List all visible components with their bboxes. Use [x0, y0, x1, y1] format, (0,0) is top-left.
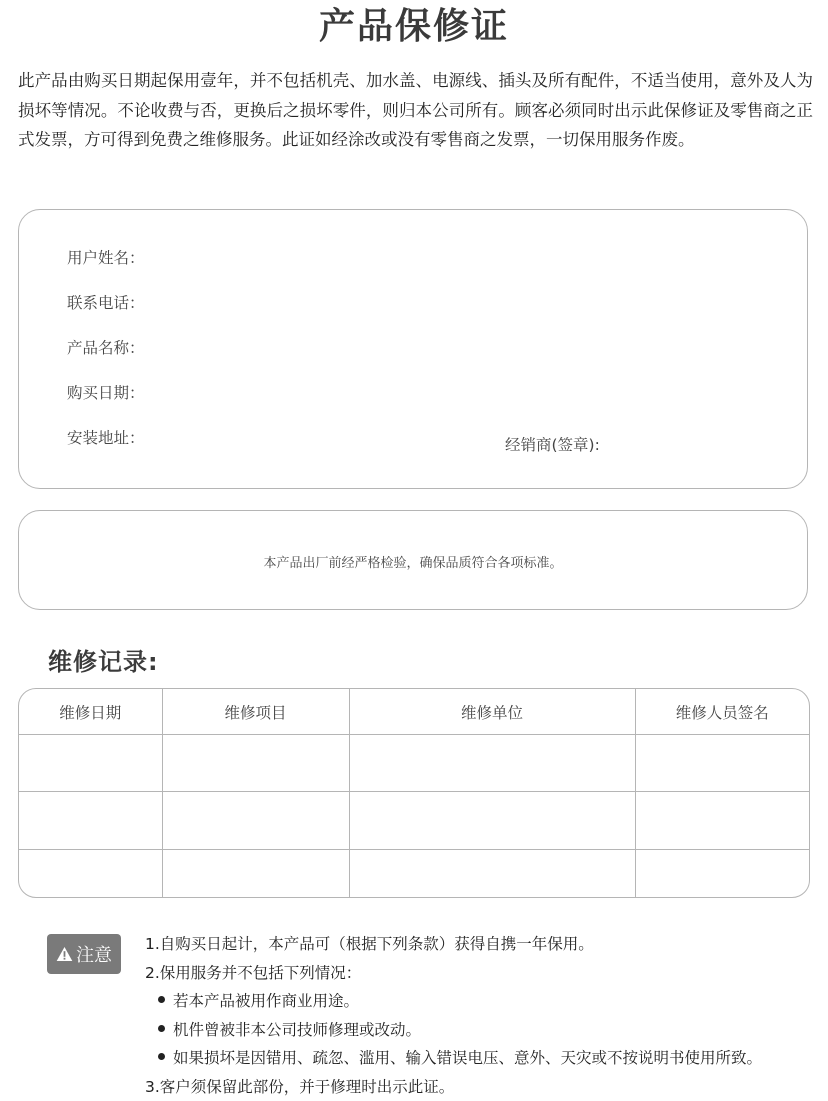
notice-item: 1.自购买日起计，本产品可（根据下列条款）获得自携一年保用。 — [145, 930, 820, 959]
notice-subitem — [145, 1044, 820, 1073]
dealer-signature-label: 经销商(签章): — [505, 433, 600, 455]
page-title: 产品保修证 — [0, 0, 828, 49]
quality-statement-box — [18, 510, 808, 610]
notice-item: 2.保用服务并不包括下列情况： — [145, 959, 820, 988]
table-cell — [162, 849, 349, 897]
notice-list — [145, 930, 820, 1101]
table-cell — [162, 735, 349, 792]
table-cell — [349, 735, 635, 792]
notice-subitem — [145, 1016, 820, 1045]
notice-subitem-text: 如果损坏是因错用、疏忽、滥用、输入错误电压、意外、天灾或不按说明书使用所致。 — [173, 1049, 762, 1067]
column-header-repair-unit: 维修单位 — [349, 689, 635, 735]
table-cell — [19, 849, 162, 897]
notice-subitem-text: 机件曾被非本公司技师修理或改动。 — [173, 1021, 421, 1039]
repair-record-table — [18, 688, 810, 898]
purchase-date-label: 购买日期： — [67, 381, 145, 403]
bullet-dot-icon — [158, 996, 165, 1003]
notice-item: 3.客户须保留此部份，并于修理时出示此证。 — [145, 1073, 820, 1101]
phone-label: 联系电话： — [67, 291, 145, 313]
table-cell — [19, 792, 162, 849]
table-row — [19, 735, 809, 792]
notice-badge — [47, 934, 121, 974]
warranty-terms-paragraph: 此产品由购买日期起保用壹年，并不包括机壳、加水盖、电源线、插头及所有配件，不适当使用，意外及人为损坏等情况。不论收费与否，更换后之损坏零件，则归本公司所有。顾客必须同时出示此保修证及零售商之正式发票，方可得到免费之维修服务。此证如经涂改或没有零售商之发票，一切保用服务作废。 — [18, 66, 813, 155]
column-header-repair-item: 维修项目 — [162, 689, 349, 735]
user-name-label: 用户姓名： — [67, 246, 145, 268]
notice-badge-label: 注意 — [76, 941, 112, 967]
bullet-dot-icon — [158, 1025, 165, 1032]
table-row — [19, 849, 809, 897]
column-header-repair-date: 维修日期 — [19, 689, 162, 735]
notice-subitem — [145, 987, 820, 1016]
install-address-label: 安装地址： — [67, 426, 145, 448]
repair-record-title: 维修记录: — [48, 642, 159, 677]
column-header-technician-signature: 维修人员签名 — [635, 689, 809, 735]
quality-statement-text: 本产品出厂前经严格检验，确保品质符合各项标准。 — [19, 552, 807, 571]
product-name-label: 产品名称： — [67, 336, 145, 358]
table-header-row — [19, 689, 809, 735]
table-cell — [635, 849, 809, 897]
warning-triangle-icon — [56, 946, 73, 962]
notice-subitem-text: 若本产品被用作商业用途。 — [173, 992, 359, 1010]
bullet-dot-icon — [158, 1053, 165, 1060]
table-cell — [349, 849, 635, 897]
table-cell — [635, 735, 809, 792]
table-cell — [162, 792, 349, 849]
table-cell — [19, 735, 162, 792]
table-cell — [349, 792, 635, 849]
table-row — [19, 792, 809, 849]
table-cell — [635, 792, 809, 849]
customer-info-box — [18, 209, 808, 489]
